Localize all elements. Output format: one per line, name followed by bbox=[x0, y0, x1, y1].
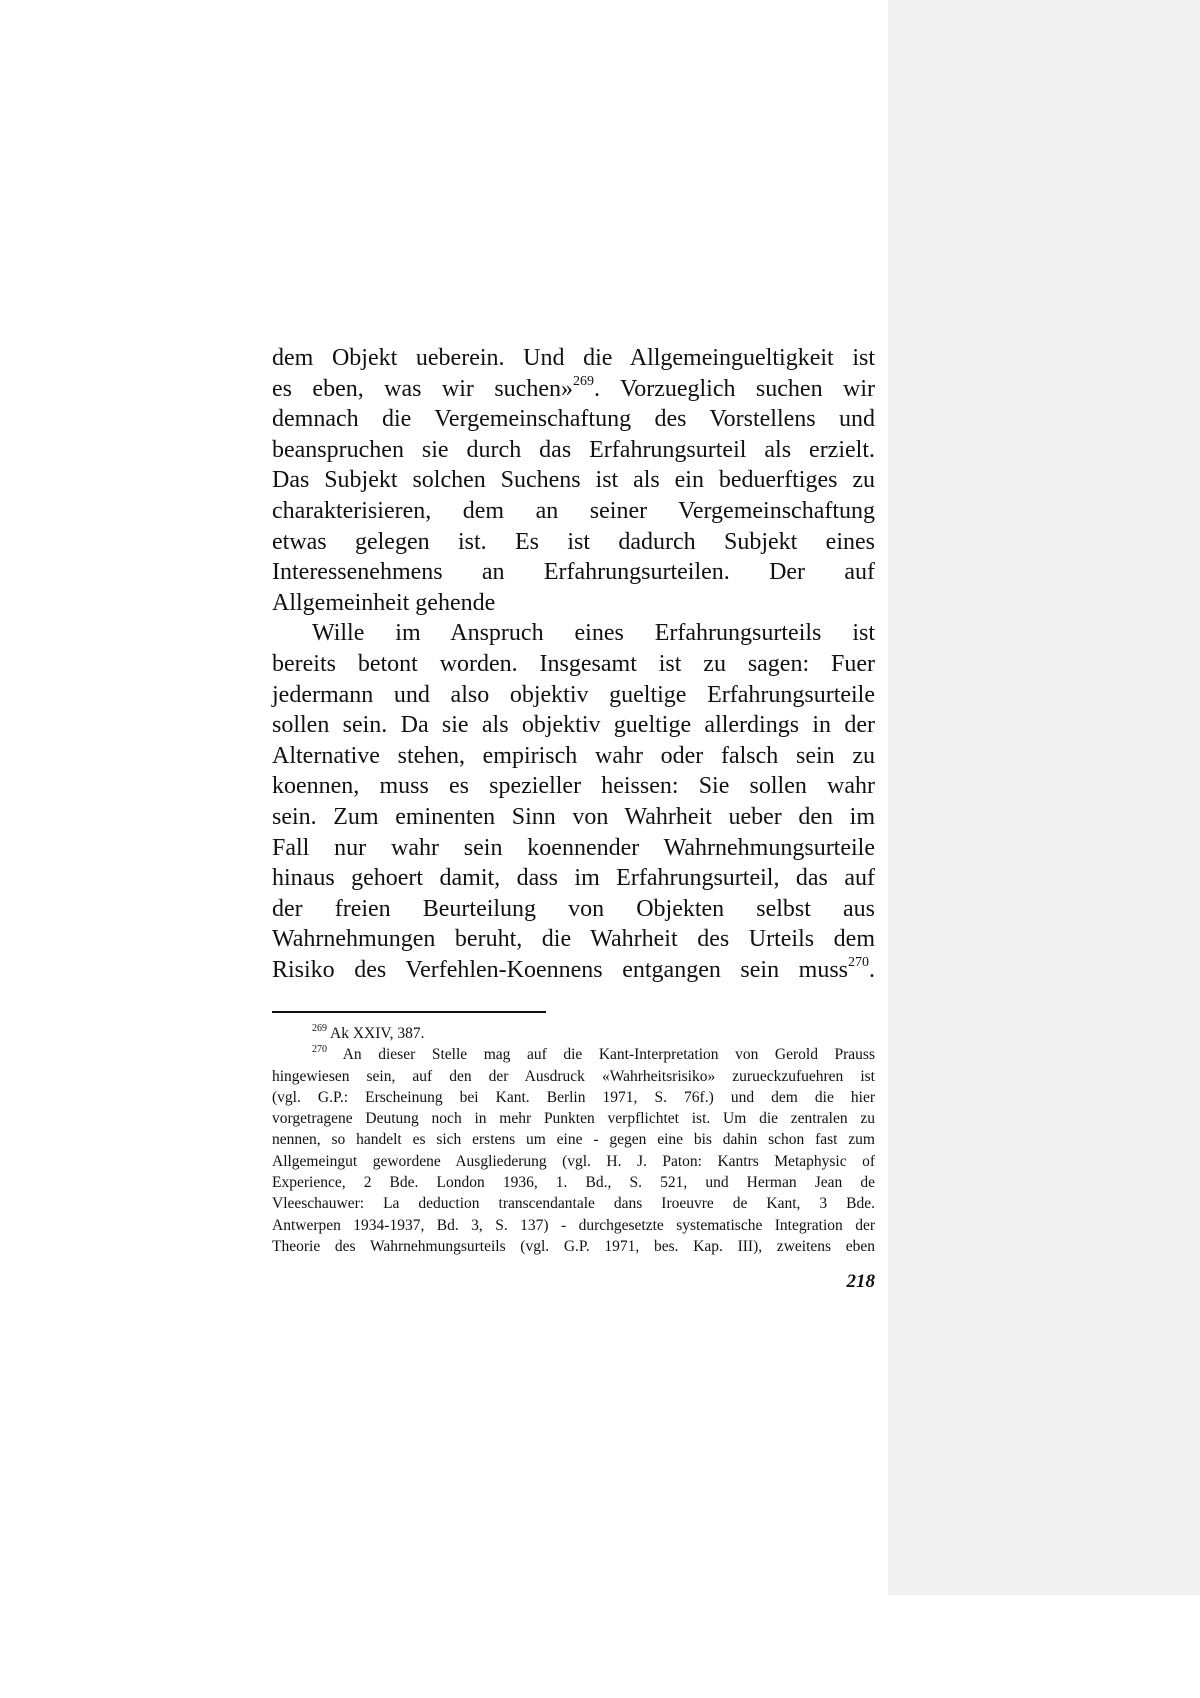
body-line: etwas gelegen ist. Es ist dadurch Subjekt eines bbox=[272, 528, 875, 555]
body-line: Alternative stehen, empirisch wahr oder falsch sein zu bbox=[272, 742, 875, 769]
body-line: charakterisieren, dem an seiner Vergemeinschaftung bbox=[272, 497, 875, 524]
body-line: hinaus gehoert damit, dass im Erfahrungsurteil, das auf bbox=[272, 865, 875, 892]
body-line: demnach die Vergemeinschaftung des Vorstellens und bbox=[272, 406, 875, 433]
body-line: Wille im Anspruch eines Erfahrungsurteils ist bbox=[312, 620, 875, 647]
footnote-number: 269 bbox=[312, 1023, 327, 1034]
footnote-line: $^{270}$ An dieser Stelle mag auf die Kant-Interpretation von Gerold Prauss bbox=[312, 1044, 875, 1064]
body-line: beanspruchen sie durch das Erfahrungsurteil als erzielt. bbox=[272, 436, 875, 463]
body-line: Fall nur wahr sein koennender Wahrnehmungsurteile bbox=[272, 834, 875, 861]
body-line: bereits betont worden. Insgesamt ist zu sagen: Fuer bbox=[272, 650, 875, 677]
side-panel bbox=[888, 0, 1200, 1595]
footnote-line: nennen, so handelt es sich erstens um eine - gegen eine bis dahin schon fast zum bbox=[272, 1131, 875, 1149]
footnote-ref[interactable]: 270 bbox=[848, 954, 869, 970]
footnote-line: hingewiesen sein, auf den der Ausdruck «Wahrheitsrisiko» zurueckzufuehren ist bbox=[272, 1067, 875, 1085]
footnote-number: 270 bbox=[312, 1044, 327, 1056]
body-text bbox=[272, 343, 875, 985]
footnotes bbox=[272, 1023, 875, 1257]
footnote-ref[interactable]: 269 bbox=[572, 373, 594, 389]
footnote-line: Allgemeingut gewordene Ausgliederung (vgl. H. J. Paton: Kantrs Metaphysic of bbox=[272, 1152, 875, 1170]
footnote-line: Experience, 2 Bde. London 1936, 1. Bd., S. 521, und Herman Jean de bbox=[272, 1174, 875, 1192]
body-line: koennen, muss es spezieller heissen: Sie sollen wahr bbox=[272, 773, 875, 800]
body-line: dem Objekt ueberein. Und die Allgemeingueltigkeit ist bbox=[272, 345, 875, 371]
body-line: Allgemeinheit gehende bbox=[272, 589, 496, 616]
body-line: Wahrnehmungen beruht, die Wahrheit des Urteils dem bbox=[272, 926, 875, 953]
footnote-line: $^{269}$ Ak XXIV, 387. bbox=[312, 1023, 425, 1042]
body-line: Risiko des Verfehlen-Koennens entgangen sein muss$^{270}$. bbox=[272, 954, 875, 983]
body-line: sein. Zum eminenten Sinn von Wahrheit ueber den im bbox=[272, 803, 875, 830]
footnote-line: Theorie des Wahrnehmungsurteils (vgl. G.P. 1971, bes. Kap. III), zweitens eben bbox=[272, 1237, 875, 1255]
body-line: sollen sein. Da sie als objektiv gueltige allerdings in der bbox=[272, 712, 875, 739]
footnote-line: vorgetragene Deutung noch in mehr Punkten verpflichtet ist. Um die zentralen zu bbox=[272, 1110, 875, 1128]
footnote-line: (vgl. G.P.: Erscheinung bei Kant. Berlin 1971, S. 76f.) und dem die hier bbox=[272, 1088, 875, 1106]
footnote-separator bbox=[272, 1011, 546, 1013]
page-number: 218 bbox=[846, 1271, 875, 1292]
footnote-line: Antwerpen 1934-1937, Bd. 3, S. 137) - durchgesetzte systematische Integration der bbox=[272, 1216, 875, 1234]
body-line: Das Subjekt solchen Suchens ist als ein beduerftiges zu bbox=[272, 467, 875, 494]
body-line: Interessenehmens an Erfahrungsurteilen. Der auf bbox=[272, 559, 875, 586]
body-line: der freien Beurteilung von Objekten selbst aus bbox=[272, 895, 875, 922]
body-line: es eben, was wir suchen»$^{269}$. Vorzueglich suchen wir bbox=[272, 373, 875, 402]
body-line: jedermann und also objektiv gueltige Erfahrungsurteile bbox=[272, 681, 875, 708]
footnote-line: Vleeschauwer: La deduction transcendantale dans Iroeuvre de Kant, 3 Bde. bbox=[272, 1195, 875, 1213]
